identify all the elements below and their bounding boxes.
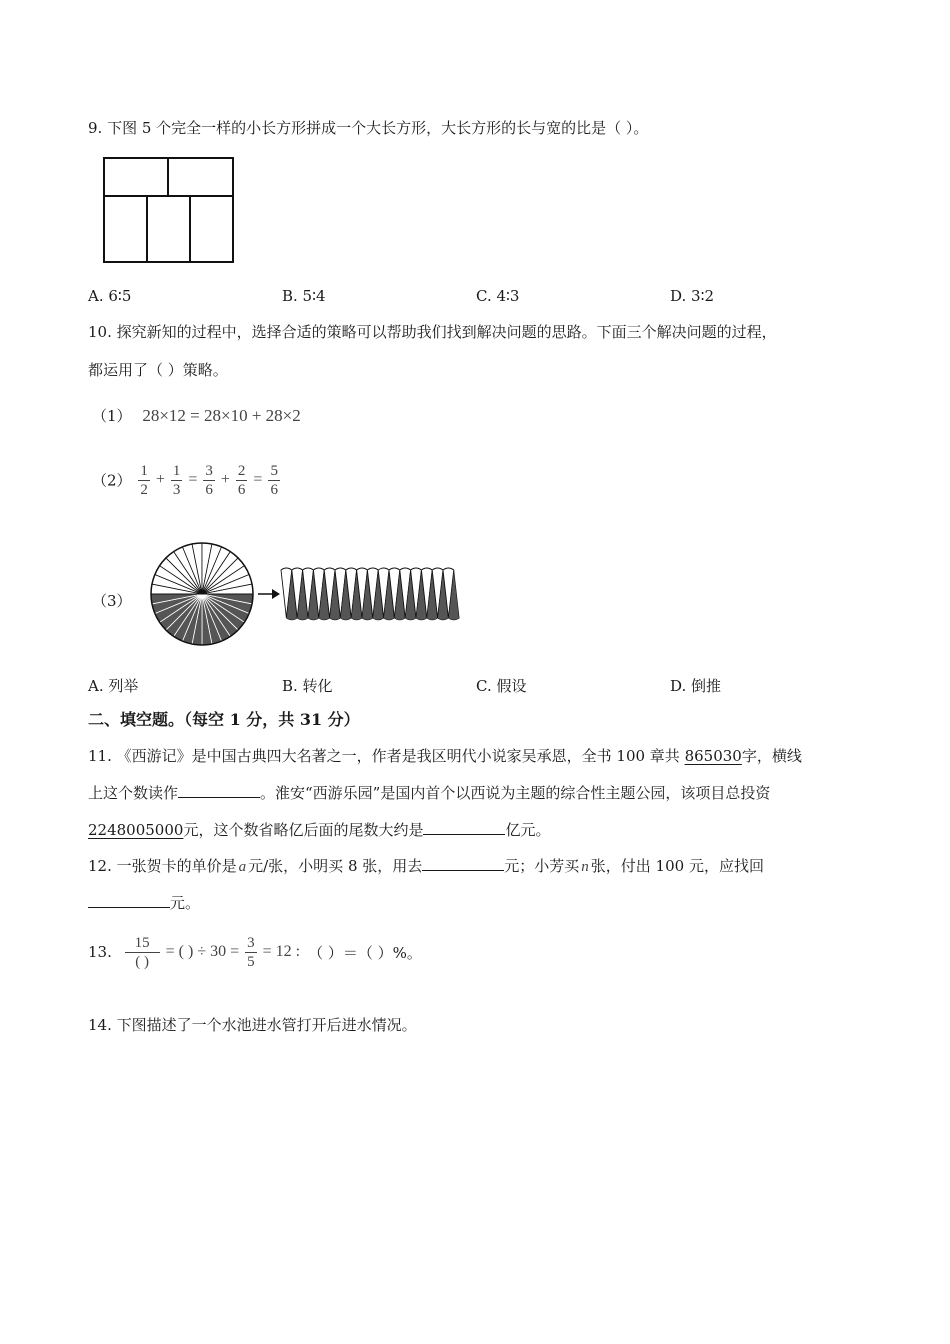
q11-line1: 11. 《西游记》是中国古典四大名著之一，作者是我区明代小说家吴承恩，全书 100 章共 865030字，横线 — [88, 747, 802, 765]
fraction: $\frac{1}{3}$ — [172, 463, 181, 498]
q13-tail: （ ）＝（ ）%。 — [308, 943, 422, 962]
fraction: $\frac{2}{6}$ — [237, 463, 246, 498]
fraction: $\frac{1}{2}$ — [140, 463, 148, 498]
answer-paren[interactable]: ( ) — [178, 943, 194, 961]
item3-label: （3） — [92, 592, 132, 610]
q9-rectangle-figure — [103, 157, 235, 264]
q14-stem: 14. 下图描述了一个水池进水管打开后进水情况。 — [88, 1016, 417, 1034]
answer-blank[interactable] — [88, 893, 170, 908]
q9-option-c[interactable]: C. 4∶3 — [476, 287, 520, 305]
answer-blank[interactable] — [423, 820, 505, 835]
variable-a: a — [238, 859, 247, 875]
operator: + — [155, 471, 165, 489]
operator: = — [253, 471, 263, 489]
q10-option-a[interactable]: A. 列举 — [88, 677, 139, 695]
item1-label: （1） — [92, 407, 132, 425]
variable-n: n — [581, 859, 589, 875]
q12-line1: 12. 一张贺卡的单价是 a 元/张，小明买 8 张，用去 元；小芳买 n 张，付出 100 元，应找回 — [88, 857, 764, 875]
q10-stem-line2: 都运用了（ ）策略。 — [88, 361, 228, 379]
q9-option-a[interactable]: A. 6∶5 — [88, 287, 132, 305]
item2-label: （2） — [92, 471, 132, 490]
operator: + — [220, 471, 230, 489]
circle-sectors — [151, 543, 253, 645]
section-heading: 二、填空题。（每空 1 分，共 31 分） — [88, 710, 360, 729]
rearranged-strip — [281, 568, 459, 620]
q12-line2: 元。 — [88, 893, 200, 913]
underlined-number: 865030 — [684, 747, 742, 765]
q9-option-d[interactable]: D. 3∶2 — [670, 287, 715, 305]
q11-line3: 2248005000元，这个数省略亿后面的尾数大约是 亿元。 — [88, 821, 551, 839]
answer-blank[interactable] — [422, 856, 504, 871]
fraction: $\frac{3}{6}$ — [205, 463, 213, 498]
operator: = — [188, 471, 198, 489]
item1-expression: 28×12 = 28×10 + 28×2 — [142, 406, 301, 425]
q10-item1 — [92, 405, 301, 426]
q11-line2: 上这个数读作 。淮安“西游乐园”是国内首个以西说为主题的综合性主题公园，该项目总投资 — [88, 784, 771, 802]
fraction: $\frac{5}{6}$ — [270, 463, 278, 498]
fraction: $\frac{15}{( )}$ — [125, 934, 160, 971]
underlined-number: 2248005000 — [88, 821, 184, 839]
arrow-icon — [258, 589, 280, 599]
fraction: $\frac{3}{5}$ — [247, 935, 255, 970]
q10-option-b[interactable]: B. 转化 — [282, 677, 333, 695]
q13-expression: 13. $\frac{15}{( )}$ = ( ) ÷ 30 = $\frac{3}{5}$ = 12 : （ ）＝（ ）%。 — [88, 935, 422, 970]
answer-blank[interactable] — [178, 783, 260, 798]
q10-item2 — [92, 462, 282, 499]
q10-circle-to-strip-figure — [148, 542, 468, 650]
q9-option-b[interactable]: B. 5∶4 — [282, 287, 326, 305]
q9-stem: 9. 下图 5 个完全一样的小长方形拼成一个大长方形，大长方形的长与宽的比是（ ）。 — [88, 119, 649, 137]
q10-stem-line1: 10. 探究新知的过程中，选择合适的策略可以帮助我们找到解决问题的思路。下面三个解决问题的过程， — [88, 323, 777, 341]
q10-option-d[interactable]: D. 倒推 — [670, 677, 722, 695]
q10-option-c[interactable]: C. 假设 — [476, 677, 527, 695]
